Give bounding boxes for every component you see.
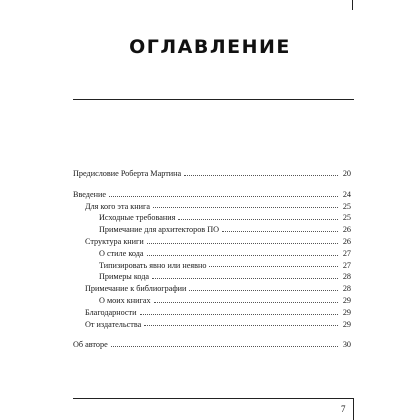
toc-leader-dots xyxy=(153,207,338,208)
footer-vertical-rule xyxy=(353,398,354,420)
toc-leader-dots xyxy=(189,290,338,291)
toc-entry[interactable] xyxy=(73,248,351,260)
toc-entry[interactable] xyxy=(73,307,351,319)
toc-leader-dots xyxy=(144,325,338,326)
toc-entry-page: 27 xyxy=(342,260,351,270)
toc-leader-dots xyxy=(109,196,338,197)
title-divider xyxy=(73,99,354,100)
toc-entry-label: Примеры кода xyxy=(99,272,150,282)
toc-entry-label: Введение xyxy=(73,189,107,199)
toc-entry-page: 30 xyxy=(342,340,351,350)
toc-entry-label: Об авторе xyxy=(73,340,108,350)
toc-entry-page: 28 xyxy=(342,284,351,294)
toc-entry-page: 26 xyxy=(342,236,351,246)
toc-leader-dots xyxy=(184,175,338,176)
top-crop-mark xyxy=(352,0,353,10)
toc-entry-page: 28 xyxy=(342,272,351,282)
toc-entry[interactable] xyxy=(73,168,351,180)
toc-entry-page: 25 xyxy=(342,201,351,211)
toc-entry-page: 29 xyxy=(342,307,351,317)
toc-entry-label: Благодарности xyxy=(85,307,137,317)
toc-entry[interactable] xyxy=(73,189,351,201)
toc-section-gap xyxy=(73,180,351,189)
toc-leader-dots xyxy=(222,231,338,232)
toc-leader-dots xyxy=(147,243,338,244)
toc-entry[interactable] xyxy=(73,319,351,331)
toc-leader-dots xyxy=(154,302,338,303)
toc-entry-label: О моих книгах xyxy=(99,295,151,305)
toc-entry[interactable] xyxy=(73,283,351,295)
footer-divider xyxy=(73,398,354,399)
toc-entry[interactable] xyxy=(73,271,351,283)
toc-entry-label: Типизировать явно или неявно xyxy=(99,260,207,270)
toc-entry-label: Исходные требования xyxy=(99,213,176,223)
toc-entry[interactable] xyxy=(73,339,351,351)
toc-entry[interactable] xyxy=(73,260,351,272)
toc-entry[interactable] xyxy=(73,224,351,236)
toc-entry-label: От издательства xyxy=(85,319,142,329)
toc-entry-label: Предисловие Роберта Мартина xyxy=(73,169,182,178)
toc-entry-page: 24 xyxy=(342,189,351,199)
toc-entry-label: Примечание к библиографии xyxy=(85,284,187,294)
toc-entry-label: Для кого эта книга xyxy=(85,201,151,211)
toc-leader-dots xyxy=(111,346,338,347)
page-title: ОГЛАВЛЕНИЕ xyxy=(129,36,291,58)
toc-section-gap xyxy=(73,330,351,339)
toc-entry-page: 29 xyxy=(342,295,351,305)
toc-leader-dots xyxy=(152,278,338,279)
toc-entry[interactable] xyxy=(73,212,351,224)
page-number: 7 xyxy=(341,404,346,414)
toc-entry-page: 29 xyxy=(342,319,351,329)
toc-leader-dots xyxy=(140,314,339,315)
toc-entry[interactable] xyxy=(73,295,351,307)
table-of-contents xyxy=(73,168,351,351)
toc-leader-dots xyxy=(209,266,338,267)
toc-entry[interactable] xyxy=(73,201,351,213)
toc-entry-label: Структура книги xyxy=(85,236,144,246)
toc-entry-label: Примечание для архитекторов ПО xyxy=(99,225,220,235)
toc-leader-dots xyxy=(147,255,338,256)
toc-entry-page: 25 xyxy=(342,213,351,223)
toc-entry-page: 27 xyxy=(342,248,351,258)
toc-entry[interactable] xyxy=(73,236,351,248)
toc-entry-label: О стиле кода xyxy=(99,248,144,258)
toc-entry-page: 20 xyxy=(342,169,351,178)
toc-leader-dots xyxy=(178,219,338,220)
toc-entry-page: 26 xyxy=(342,225,351,235)
